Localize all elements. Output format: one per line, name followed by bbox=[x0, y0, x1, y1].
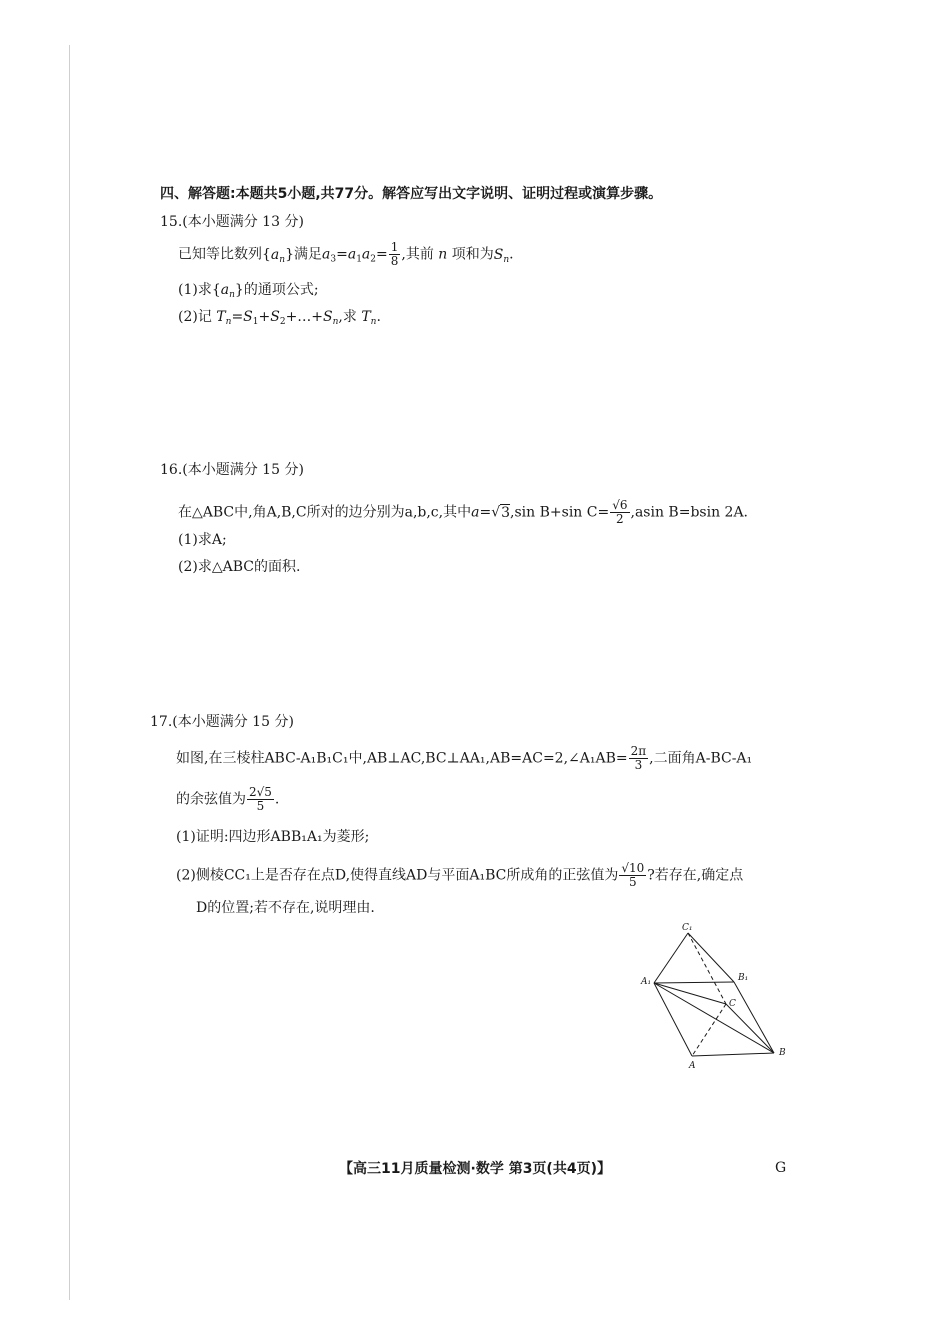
prism-diagram bbox=[636, 918, 796, 1073]
q15-part2: (2)记 $T_n=S_1+S_2+\dots+S_n$,求 $T_n$. bbox=[178, 309, 381, 327]
q15-header: 15.(本小题满分 13 分) bbox=[160, 214, 304, 230]
edge-C1C bbox=[688, 933, 726, 1004]
q16-part1: (1)求A; bbox=[178, 532, 227, 548]
margin-line bbox=[69, 45, 70, 1300]
label-C1: C₁ bbox=[682, 923, 693, 933]
q17-part1: (1)证明:四边形ABB₁A₁为菱形; bbox=[176, 829, 370, 845]
q16-part2: (2)求△ABC的面积. bbox=[178, 559, 301, 575]
edge-A1C bbox=[654, 983, 726, 1004]
version-mark: G bbox=[775, 1160, 787, 1176]
label-B: B bbox=[779, 1048, 786, 1058]
q17-header: 17.(本小题满分 15 分) bbox=[150, 714, 294, 730]
edge-C1A1 bbox=[654, 933, 688, 983]
q17-stem-line2: 的余弦值为 $\frac{2√5}{5}$ . bbox=[176, 785, 280, 814]
page-footer: 【高三11月质量检测·数学 第3页(共4页)】 bbox=[339, 1161, 611, 1177]
q15-stem: 已知等比数列$\{a_n\}$满足$a_3=a_1a_2=$ $\frac{1}{8}$ ,其前 n 项和为$S_n$. bbox=[178, 240, 514, 269]
q16-header: 16.(本小题满分 15 分) bbox=[160, 462, 304, 478]
section-title: 四、解答题:本题共5小题,共77分。解答应写出文字说明、证明过程或演算步骤。 bbox=[160, 186, 663, 202]
q17-part2-line1: (2)侧棱CC₁上是否存在点D,使得直线AD与平面A₁BC所成角的正弦值为 $\frac{√10}{5}$ ?若存在,确定点 bbox=[176, 861, 744, 890]
edge-B1B bbox=[734, 982, 774, 1053]
edge-A1B1 bbox=[654, 982, 734, 983]
q15-part1: (1)求$\{a_n\}$的通项公式; bbox=[178, 282, 319, 300]
q17-part2-line2: D的位置;若不存在,说明理由. bbox=[196, 900, 375, 916]
q16-stem: 在△ABC中,角A,B,C所对的边分别为a,b,c,其中a=√3,sin B+sin C= $\frac{√6}{2}$ ,asin B=bsin 2A. bbox=[178, 498, 749, 527]
label-B1: B₁ bbox=[738, 973, 749, 983]
edge-C1B1 bbox=[688, 933, 734, 982]
edge-CA bbox=[692, 1004, 726, 1056]
edge-AB bbox=[692, 1053, 774, 1056]
label-C: C bbox=[729, 999, 736, 1009]
label-A1: A₁ bbox=[641, 977, 652, 987]
q17-stem-line1: 如图,在三棱柱ABC-A₁B₁C₁中,AB⊥AC,BC⊥AA₁,AB=AC=2,∠A₁AB= $\frac{2\pi}{3}$ ,二面角A-BC-A₁ bbox=[176, 744, 753, 773]
label-A: A bbox=[689, 1061, 696, 1071]
